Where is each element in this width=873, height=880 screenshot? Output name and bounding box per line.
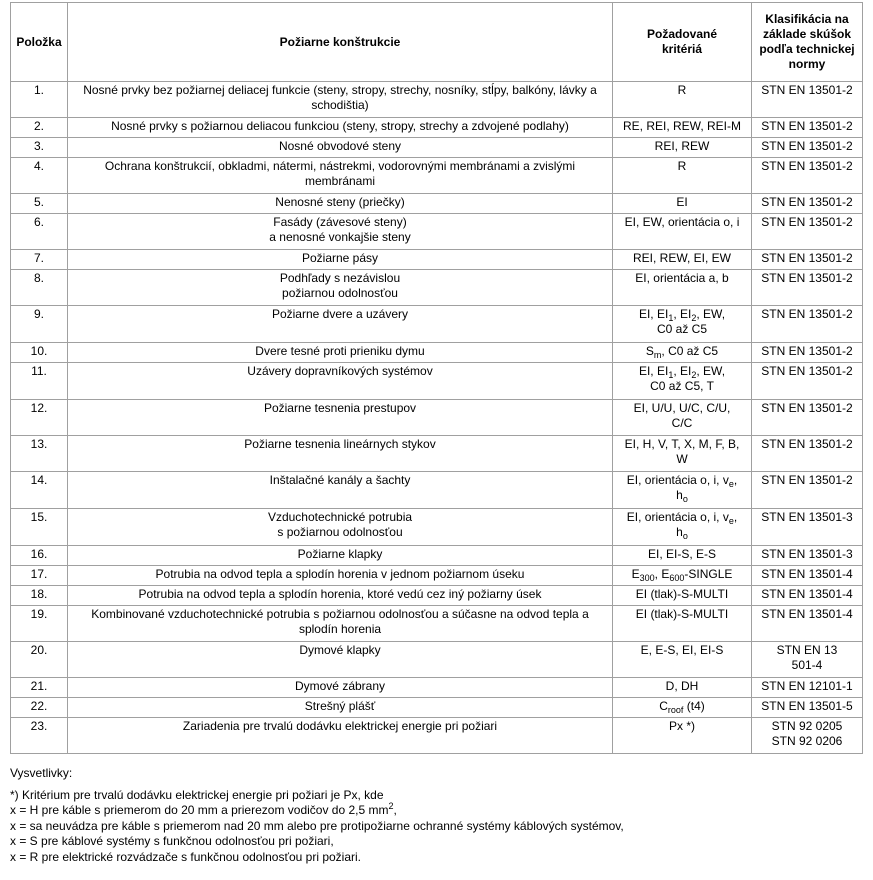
table-row <box>11 718 863 754</box>
note-line: x = S pre káblové systémy s funkčnou odolnosťou pri požiari, <box>10 834 334 848</box>
table-row <box>11 250 863 270</box>
table-row <box>11 472 863 509</box>
table-row <box>11 194 863 214</box>
construction-name: Požiarne tesnenia prestupov <box>68 400 613 436</box>
construction-name: Dymové klapky <box>68 642 613 678</box>
header-row <box>11 3 863 82</box>
table-row <box>11 343 863 363</box>
criteria: EI, U/U, U/C, C/U, C/C <box>613 400 752 436</box>
construction-name: Nosné obvodové steny <box>68 138 613 158</box>
table-row <box>11 436 863 472</box>
notes-label: Vysvetlivky: <box>10 766 73 780</box>
construction-name: Požiarne pásy <box>68 250 613 270</box>
table-row <box>11 698 863 718</box>
table-row <box>11 270 863 306</box>
row-number: 15. <box>11 509 68 546</box>
table-row <box>11 82 863 118</box>
table-row <box>11 546 863 566</box>
row-number: 21. <box>11 678 68 698</box>
criteria: REI, REW <box>613 138 752 158</box>
table-row <box>11 214 863 250</box>
standard: STN EN 13501-2 <box>752 158 863 194</box>
criteria: R <box>613 158 752 194</box>
row-number: 2. <box>11 118 68 138</box>
criteria: E, E-S, EI, EI-S <box>613 642 752 678</box>
construction-name: Strešný plášť <box>68 698 613 718</box>
standard: STN EN 13501-2 <box>752 214 863 250</box>
standard: STN EN 13501-3 <box>752 509 863 546</box>
row-number: 12. <box>11 400 68 436</box>
table-row <box>11 678 863 698</box>
construction-name: Podhľady s nezávislou požiarnou odolnosťou <box>68 270 613 306</box>
criteria: R <box>613 82 752 118</box>
criteria: EI <box>613 194 752 214</box>
criteria: $E_{300}$, $E_{600}$-SINGLE <box>613 566 752 586</box>
header-item: Položka <box>11 3 68 82</box>
construction-name: Vzduchotechnické potrubia s požiarnou odolnosťou <box>68 509 613 546</box>
fire-construction-table <box>10 2 863 754</box>
row-number: 17. <box>11 566 68 586</box>
header-criteria: Požadované kritériá <box>613 3 752 82</box>
construction-name: Uzávery dopravníkových systémov <box>68 363 613 400</box>
criteria: EI, EW, orientácia o, i <box>613 214 752 250</box>
criteria: EI (tlak)-S-MULTI <box>613 586 752 606</box>
standard: STN EN 13501-2 <box>752 472 863 509</box>
standard: STN EN 13501-3 <box>752 546 863 566</box>
standard: STN EN 13501-2 <box>752 363 863 400</box>
construction-name: Dvere tesné proti prieniku dymu <box>68 343 613 363</box>
explanatory-notes <box>10 766 865 865</box>
standard: STN EN 13501-2 <box>752 138 863 158</box>
standard: STN EN 13501-4 <box>752 566 863 586</box>
header-construction: Požiarne konštrukcie <box>68 3 613 82</box>
criteria: EI, EI-S, E-S <box>613 546 752 566</box>
standard: STN EN 13501-2 <box>752 270 863 306</box>
row-number: 4. <box>11 158 68 194</box>
criteria: REI, REW, EI, EW <box>613 250 752 270</box>
row-number: 1. <box>11 82 68 118</box>
construction-name: Ochrana konštrukcií, obkladmi, nátermi, nástrekmi, vodorovnými membránami a zvislými membránami <box>68 158 613 194</box>
construction-name: Potrubia na odvod tepla a splodín horenia, ktoré vedú cez iný požiarny úsek <box>68 586 613 606</box>
table-row <box>11 642 863 678</box>
table-row <box>11 138 863 158</box>
table-row <box>11 363 863 400</box>
construction-name: Kombinované vzduchotechnické potrubia s požiarnou odolnosťou a súčasne na odvod tepla a splodín horenia <box>68 606 613 642</box>
header-classification: Klasifikácia na základe skúšok podľa technickej normy <box>752 3 863 82</box>
note-line: x = H pre káble s priemerom do 20 mm a prierezom vodičov do 2,5 $mm^2$, <box>10 801 397 817</box>
standard: STN EN 13501-2 <box>752 82 863 118</box>
construction-name: Inštalačné kanály a šachty <box>68 472 613 509</box>
table-row <box>11 566 863 586</box>
criteria: EI (tlak)-S-MULTI <box>613 606 752 642</box>
table-row <box>11 118 863 138</box>
row-number: 14. <box>11 472 68 509</box>
standard: STN EN 13501-2 <box>752 250 863 270</box>
standard: STN EN 13501-2 <box>752 400 863 436</box>
table-row <box>11 158 863 194</box>
note-line: x = R pre elektrické rozvádzače s funkčnou odolnosťou pri požiari. <box>10 849 362 864</box>
standard: STN EN 12101-1 <box>752 678 863 698</box>
criteria: $S_m$, C0 až C5 <box>613 343 752 363</box>
construction-name: Fasády (závesové steny) a nenosné vonkajšie steny <box>68 214 613 250</box>
construction-name: Požiarne klapky <box>68 546 613 566</box>
row-number: 5. <box>11 194 68 214</box>
note-line: *) Kritérium pre trvalú dodávku elektrickej energie pri požiari je Px, kde <box>10 787 384 802</box>
row-number: 10. <box>11 343 68 363</box>
construction-name: Požiarne dvere a uzávery <box>68 306 613 343</box>
standard: STN EN 13501-2 <box>752 436 863 472</box>
standard: STN EN 13501-2 <box>752 118 863 138</box>
row-number: 3. <box>11 138 68 158</box>
row-number: 8. <box>11 270 68 306</box>
row-number: 9. <box>11 306 68 343</box>
standard: STN EN 13501-5 <box>752 698 863 718</box>
criteria: RE, REI, REW, REI-M <box>613 118 752 138</box>
row-number: 13. <box>11 436 68 472</box>
standard: STN 92 0205 STN 92 0206 <box>752 718 863 754</box>
criteria: $C_{roof}$ (t4) <box>613 698 752 718</box>
criteria: Px *) <box>613 718 752 754</box>
criteria: EI, H, V, T, X, M, F, B, W <box>613 436 752 472</box>
table-row <box>11 606 863 642</box>
construction-name: Nenosné steny (priečky) <box>68 194 613 214</box>
row-number: 19. <box>11 606 68 642</box>
row-number: 6. <box>11 214 68 250</box>
row-number: 18. <box>11 586 68 606</box>
row-number: 22. <box>11 698 68 718</box>
row-number: 20. <box>11 642 68 678</box>
standard: STN EN 13501-2 <box>752 343 863 363</box>
criteria: EI, orientácia a, b <box>613 270 752 306</box>
row-number: 16. <box>11 546 68 566</box>
construction-name: Nosné prvky bez požiarnej deliacej funkcie (steny, stropy, strechy, nosníky, stĺpy, balkóny, lávky a schodištia) <box>68 82 613 118</box>
note-line: x = sa neuvádza pre káble s priemerom nad 20 mm alebo pre protipožiarne ochranné systémy káblových systémov, <box>10 818 624 833</box>
row-number: 11. <box>11 363 68 400</box>
criteria: EI, orientácia o, i, $v_e$, $h_o$ <box>613 472 752 509</box>
table-row <box>11 509 863 546</box>
criteria: EI, orientácia o, i, $v_e$, $h_o$ <box>613 509 752 546</box>
standard: STN EN 13501-2 <box>752 194 863 214</box>
construction-name: Dymové zábrany <box>68 678 613 698</box>
standard: STN EN 13501-4 <box>752 586 863 606</box>
standard: STN EN 13501-4 <box>752 606 863 642</box>
construction-name: Zariadenia pre trvalú dodávku elektrickej energie pri požiari <box>68 718 613 754</box>
row-number: 23. <box>11 718 68 754</box>
construction-name: Nosné prvky s požiarnou deliacou funkciou (steny, stropy, strechy a zdvojené podlahy) <box>68 118 613 138</box>
table-row <box>11 306 863 343</box>
criteria: D, DH <box>613 678 752 698</box>
criteria: EI, $EI_1$, $EI_2$, EW, C0 až C5, T <box>613 363 752 400</box>
construction-name: Potrubia na odvod tepla a splodín horenia v jednom požiarnom úseku <box>68 566 613 586</box>
standard: STN EN 13 501-4 <box>752 642 863 678</box>
row-number: 7. <box>11 250 68 270</box>
table-row <box>11 400 863 436</box>
construction-name: Požiarne tesnenia lineárnych stykov <box>68 436 613 472</box>
standard: STN EN 13501-2 <box>752 306 863 343</box>
criteria: EI, $EI_1$, $EI_2$, EW, C0 až C5 <box>613 306 752 343</box>
table-row <box>11 586 863 606</box>
